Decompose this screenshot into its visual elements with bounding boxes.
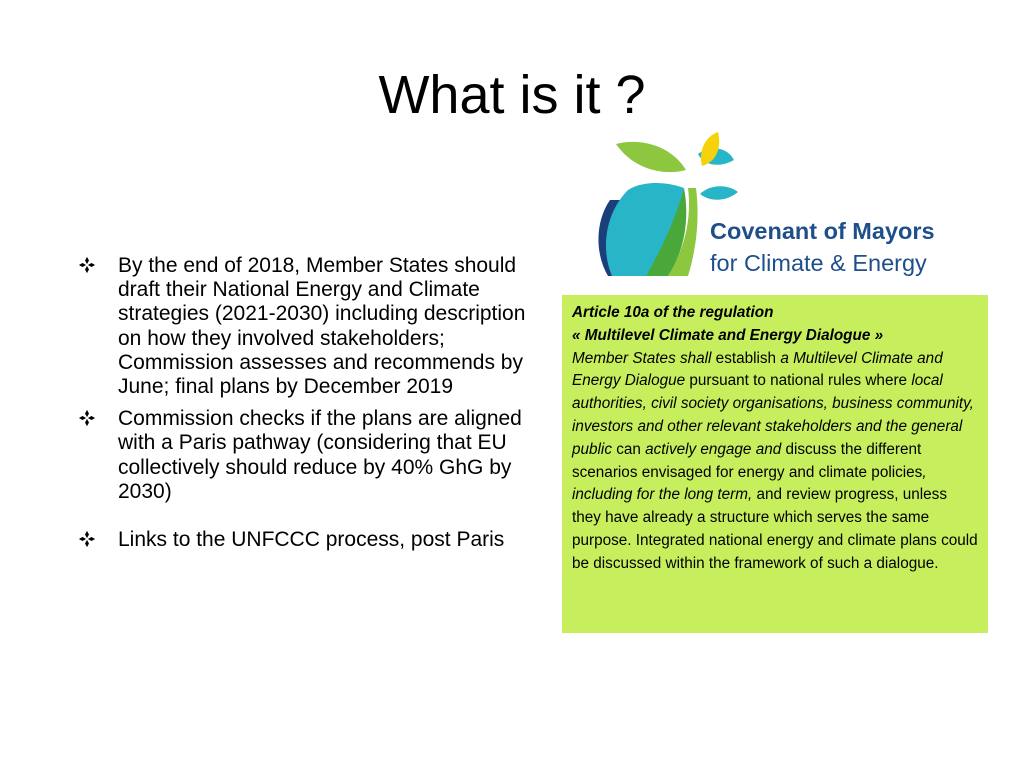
slide-title: What is it ? [378,65,646,125]
regulation-callout-box [562,295,988,633]
bullet-item [78,528,526,552]
logo-subtitle: for Climate & Energy [710,250,927,276]
callout-text: and review progress, unless they have already a structure which serves the same purpose. Integrated national energy and climate plans could be discussed within the framework of such a dialogue. [572,486,978,572]
callout-body [572,350,978,572]
bullet-text: By the end of 2018, Member States should draft their National Energy and Climate strategies (2021-2030) including description on how they involved stakeholders; Commission assesses and recommends by June; final plans by December 2019 [118,254,526,399]
callout-text: local authorities, civil society organisations, business community, investors and other relevant stakeholders and the general public [572,372,974,458]
callout-text: Member States shall [572,349,712,367]
bullet-text: Links to the UNFCCC process, post Paris [118,528,505,552]
bullet-text: Commission checks if the plans are aligned with a Paris pathway (considering that EU collectively should reduce by 40% GhG by 2030) [118,407,522,503]
callout-text: pursuant to national rules where [685,372,912,390]
callout-text: actively engage and [645,440,782,458]
callout-text: can [611,440,646,458]
callout-text: discuss the different scenarios envisaged for energy and climate policies [572,440,923,481]
callout-heading-line1: Article 10a of the regulation [572,304,774,321]
diamond-bullet-icon [78,409,96,427]
callout-text: , including for the long term, [572,463,927,504]
callout-text: a Multilevel Climate and Energy Dialogue [572,349,943,390]
bullet-list [78,254,526,552]
callout-text: establish [711,349,781,367]
diamond-bullet-icon [78,256,96,274]
diamond-bullet-icon [78,530,96,548]
logo-title: Covenant of Mayors [710,218,935,244]
callout-heading-line2: « Multilevel Climate and Energy Dialogue » [572,326,884,344]
bullet-item [78,407,526,504]
bullet-item [78,254,526,399]
